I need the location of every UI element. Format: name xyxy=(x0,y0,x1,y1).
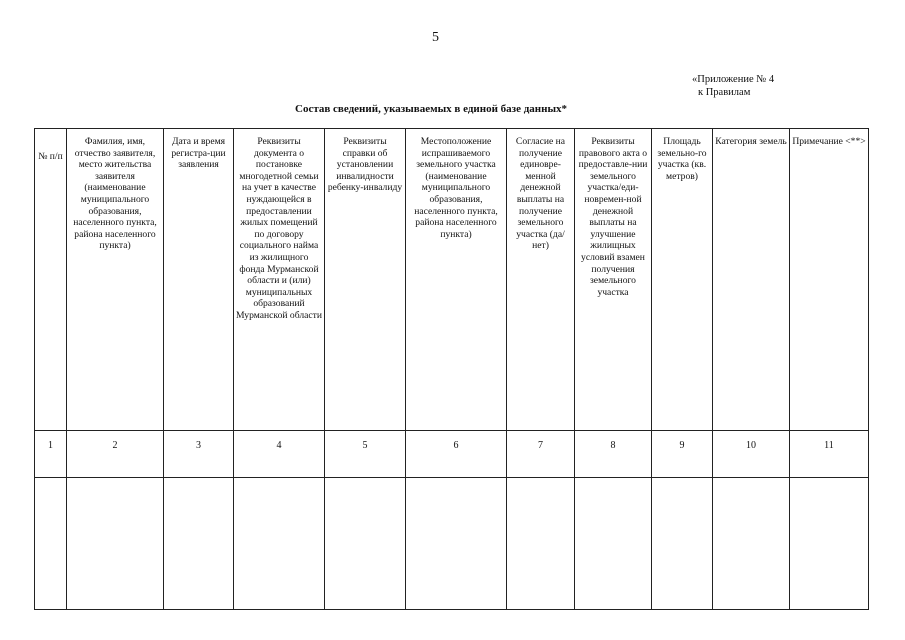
empty-cell xyxy=(325,478,406,610)
header-cell: Фамилия, имя, отчество заявителя, место жительства заявителя (наименование муниципального образования, населенного пункта, района населенного пункта) xyxy=(67,129,164,431)
document-title: Состав сведений, указываемых в единой базе данных* xyxy=(295,103,568,115)
column-number: 8 xyxy=(575,431,652,478)
appendix-line-2: к Правилам xyxy=(698,86,751,98)
column-number: 9 xyxy=(652,431,713,478)
header-cell: Согласие на получение единовре-менной денежной выплаты на получение земельного участка (да/нет) xyxy=(507,129,575,431)
empty-cell xyxy=(234,478,325,610)
empty-cell xyxy=(713,478,790,610)
page-number: 5 xyxy=(432,30,439,45)
empty-cell xyxy=(652,478,713,610)
header-cell: Местоположение испрашиваемого земельного участка (наименование муниципального образования, населенного пункта, района населенного пункта) xyxy=(406,129,507,431)
column-number: 5 xyxy=(325,431,406,478)
header-cell: Реквизиты правового акта о предоставле-нии земельного участка/еди-новремен-ной денежной выплаты на улучшение жилищных условий взамен получения земельного участка xyxy=(575,129,652,431)
empty-cell xyxy=(575,478,652,610)
header-cell: Дата и время регистра-ции заявления xyxy=(164,129,234,431)
header-cell: № п/п xyxy=(35,129,67,431)
column-number: 1 xyxy=(35,431,67,478)
empty-data-row xyxy=(35,478,869,610)
column-number-row xyxy=(35,431,869,478)
empty-cell xyxy=(507,478,575,610)
header-cell: Реквизиты документа о постановке многодетной семьи на учет в качестве нуждающейся в предоставлении жилых помещений по договору социального найма из жилищного фонда Мурманской области и (или) муниципальных образований Мурманской области xyxy=(234,129,325,431)
column-number: 6 xyxy=(406,431,507,478)
empty-cell xyxy=(35,478,67,610)
column-number: 7 xyxy=(507,431,575,478)
header-cell: Примечание <**> xyxy=(790,129,869,431)
appendix-note xyxy=(692,74,774,99)
empty-cell xyxy=(67,478,164,610)
appendix-line-1: «Приложение № 4 xyxy=(692,74,775,85)
column-number: 4 xyxy=(234,431,325,478)
registry-table xyxy=(34,128,869,610)
header-cell: Категория земель xyxy=(713,129,790,431)
column-number: 11 xyxy=(790,431,869,478)
column-number: 10 xyxy=(713,431,790,478)
empty-cell xyxy=(790,478,869,610)
empty-cell xyxy=(164,478,234,610)
header-cell: Площадь земельно-го участка (кв. метров) xyxy=(652,129,713,431)
empty-cell xyxy=(406,478,507,610)
column-number: 3 xyxy=(164,431,234,478)
header-cell: Реквизиты справки об установлении инвалидности ребенку-инвалиду xyxy=(325,129,406,431)
header-row xyxy=(35,129,869,431)
column-number: 2 xyxy=(67,431,164,478)
